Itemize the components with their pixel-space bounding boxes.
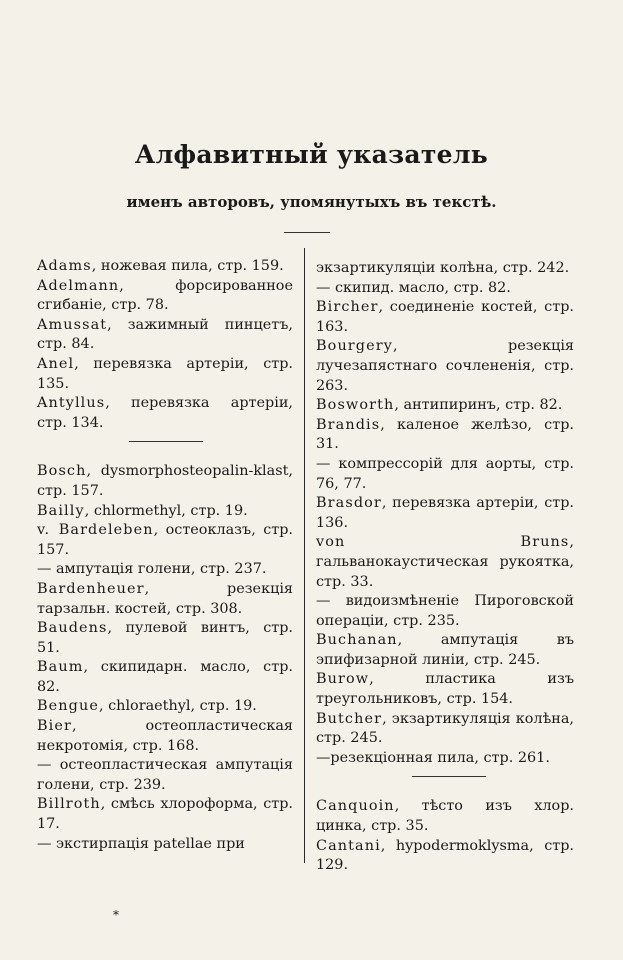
column-divider — [304, 248, 305, 863]
author-name: Butcher — [316, 710, 383, 727]
index-entry — [316, 396, 574, 416]
index-entry — [37, 658, 293, 697]
author-name: Buchanan — [316, 632, 398, 649]
entry-text: , зажимный пинцетъ, стр. 84. — [37, 316, 293, 353]
page-subtitle: именъ авторовъ, упомянутыхъ въ текстѣ. — [126, 193, 497, 211]
index-entry — [316, 631, 574, 670]
index-entry — [37, 795, 293, 834]
author-name: Brandis — [316, 416, 381, 433]
index-entry — [316, 837, 574, 876]
author-name: Adelmann — [37, 277, 120, 294]
entry-text: , пластика изъ треугольниковъ, стр. 154. — [316, 671, 574, 708]
author-name: Bosch — [37, 463, 87, 480]
author-name: Bengue — [37, 698, 99, 715]
entry-text: , скипидарн. масло, стр. 82. — [37, 659, 293, 695]
entry-text: , экзартикуляція колѣна, стр. 245. — [316, 710, 574, 747]
index-entry — [37, 316, 293, 355]
right-column — [316, 259, 574, 876]
left-block-separator — [37, 433, 293, 462]
entry-text: — видоизмѣненіе Пироговской операціи, стр. 235. — [316, 593, 574, 629]
entry-text: , chlormethyl, стр. 19. — [84, 502, 248, 519]
entry-text: , пулевой винтъ, стр. 51. — [37, 620, 293, 656]
author-name: von Bruns — [316, 534, 570, 551]
index-entry — [316, 592, 574, 631]
index-entry — [37, 560, 293, 580]
index-entry — [37, 355, 293, 394]
index-entry — [37, 835, 293, 855]
entry-text: , форсированное сгибаніе, стр. 78. — [37, 277, 293, 314]
index-entry — [37, 619, 293, 658]
entry-text: — ампутація голени, стр. 237. — [37, 561, 267, 578]
index-entry — [316, 797, 574, 836]
entry-text: , ампутація въ эпифизарной линіи, стр. 245. — [316, 632, 574, 668]
entry-text: —резекціонная пила, стр. 261. — [316, 749, 550, 766]
index-entry — [37, 277, 293, 316]
index-entry — [316, 298, 574, 337]
index-entry — [316, 259, 574, 279]
entry-text: , резекція лучезапястнаго сочлененія, стр. 263. — [316, 338, 574, 394]
left-column — [37, 257, 293, 854]
entry-text: , соединеніе костей, стр. 163. — [316, 299, 574, 335]
entry-text: , антипиринъ, стр. 82. — [394, 397, 563, 414]
index-entry — [316, 749, 574, 769]
entry-text: , остеоклазъ, стр. 157. — [37, 522, 293, 558]
author-name: Brasdor — [316, 495, 382, 512]
author-name: Amussat — [37, 316, 108, 333]
author-name: Bourgery — [316, 338, 393, 355]
author-name: Anel — [37, 355, 75, 372]
author-name: Adams — [37, 258, 92, 274]
index-entry — [37, 717, 293, 756]
entry-text: , тѣсто изъ хлор. цинка, стр. 35. — [316, 798, 574, 835]
author-name: Antyllus — [37, 395, 106, 412]
index-entry — [37, 697, 293, 717]
entry-text: — экстирпація patellae при — [37, 835, 245, 852]
index-entry — [37, 502, 293, 522]
index-entry — [37, 462, 293, 501]
author-name: Bardenheuer — [37, 580, 145, 597]
entry-text: , смѣсь хлороформа, стр. 17. — [37, 796, 293, 833]
author-name: Billroth — [37, 796, 101, 813]
index-entry — [316, 670, 574, 709]
index-entry — [316, 533, 574, 592]
entry-text: , каленое желѣзо, стр. 31. — [316, 416, 574, 453]
entry-text: , перевязка артеріи, стр. 134. — [37, 395, 293, 431]
author-name: Bailly — [37, 502, 85, 519]
right-block-b — [316, 797, 574, 875]
title-rule — [284, 232, 330, 233]
entry-text: , резекція тарзальн. костей, стр. 308. — [37, 580, 293, 617]
index-entry — [316, 494, 574, 533]
entry-text: , hypodermoklysma, стр. 129. — [316, 837, 574, 874]
entry-text: — скипид. масло, стр. 82. — [316, 279, 511, 296]
author-name: Canquoin — [316, 798, 395, 815]
entry-text: экзартикуляціи колѣна, стр. 242. — [316, 260, 570, 276]
right-block-a — [316, 259, 574, 768]
entry-text: , гальванокаустическая рукоятка, стр. 33. — [316, 534, 574, 590]
author-name: Cantani — [316, 837, 381, 854]
author-name: Baudens — [37, 620, 108, 637]
index-entry — [316, 279, 574, 299]
right-block-separator — [316, 768, 574, 797]
index-entry — [37, 580, 293, 619]
left-block-b — [37, 462, 293, 854]
author-name: Burow — [316, 671, 370, 688]
entry-text: — остеопластическая ампутація голени, стр. 239. — [37, 757, 293, 793]
index-entry — [316, 455, 574, 494]
author-name: Bosworth — [316, 397, 395, 414]
author-name: Bircher — [316, 299, 379, 316]
entry-text: , перевязка артеріи, стр. 135. — [37, 355, 293, 392]
footnote-mark: * — [113, 908, 119, 922]
index-entry — [316, 337, 574, 396]
entry-text: , перевязка артеріи, стр. 136. — [316, 495, 574, 531]
entry-text: , chloraethyl, стр. 19. — [98, 698, 257, 715]
author-name: Bier — [37, 718, 72, 735]
entry-text: , dysmorphosteopalin-klast, стр. 157. — [37, 463, 293, 499]
index-entry — [37, 756, 293, 795]
author-name: Baum — [37, 659, 84, 676]
entry-text: — компрессорій для аорты, стр. 76, 77. — [316, 455, 574, 492]
page-title: Алфавитный указатель — [134, 140, 489, 169]
index-entry — [316, 416, 574, 455]
entry-text: , остеопластическая некротомія, стр. 168. — [37, 718, 293, 754]
index-entry — [37, 521, 293, 560]
left-block-a — [37, 257, 293, 433]
index-entry — [316, 710, 574, 749]
index-entry — [37, 394, 293, 433]
author-name: v. Bardeleben — [37, 522, 154, 539]
entry-text: , ножевая пила, стр. 159. — [91, 258, 284, 274]
index-entry — [37, 257, 293, 277]
